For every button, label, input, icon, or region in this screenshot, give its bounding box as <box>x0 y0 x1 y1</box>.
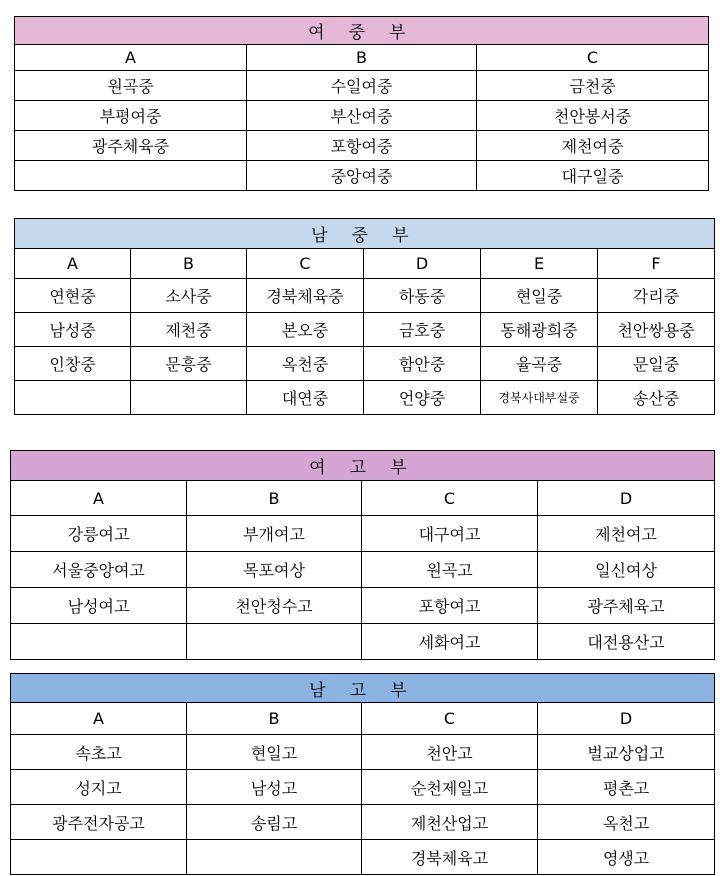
team-cell: 부평여중 <box>15 101 247 131</box>
group-table-0 <box>14 16 709 191</box>
table-row <box>11 624 715 660</box>
group-title: 여 고 부 <box>11 451 715 481</box>
team-cell: 하동중 <box>364 279 481 313</box>
table-row <box>11 516 715 552</box>
team-cell: 대전용산고 <box>538 624 715 660</box>
pool-header: C <box>362 703 538 735</box>
pool-header: F <box>598 249 715 279</box>
team-cell: 옥천중 <box>247 347 364 381</box>
team-cell: 동해광희중 <box>481 313 598 347</box>
team-cell: 금천중 <box>477 71 709 101</box>
team-cell: 순천제일고 <box>362 770 538 805</box>
team-cell: 율곡중 <box>481 347 598 381</box>
table-row <box>15 347 715 381</box>
team-cell: 함안중 <box>364 347 481 381</box>
pool-header: C <box>362 481 538 516</box>
team-cell: 목포여상 <box>187 552 362 588</box>
table-row <box>11 588 715 624</box>
team-cell: 일신여상 <box>538 552 715 588</box>
team-cell: 남성고 <box>187 770 362 805</box>
team-cell: 세화여고 <box>362 624 538 660</box>
pool-header: E <box>481 249 598 279</box>
team-cell: 옥천고 <box>538 805 715 840</box>
pool-header: D <box>538 703 715 735</box>
team-cell: 광주전자공고 <box>11 805 187 840</box>
group-table-3 <box>10 673 715 875</box>
team-cell: 인창중 <box>15 347 131 381</box>
team-cell: 연현중 <box>15 279 131 313</box>
team-cell: 대연중 <box>247 381 364 415</box>
table-row <box>11 805 715 840</box>
table-row <box>15 313 715 347</box>
team-cell: 제천중 <box>131 313 247 347</box>
team-cell <box>187 840 362 875</box>
team-cell: 문일중 <box>598 347 715 381</box>
team-cell <box>131 381 247 415</box>
table-row <box>15 131 709 161</box>
team-cell: 금호중 <box>364 313 481 347</box>
table-row <box>15 71 709 101</box>
pool-header: B <box>187 481 362 516</box>
team-cell: 부산여중 <box>247 101 477 131</box>
table-row <box>11 552 715 588</box>
team-cell: 송산중 <box>598 381 715 415</box>
pool-header: A <box>15 45 247 71</box>
team-cell <box>11 840 187 875</box>
team-cell: 포항여중 <box>247 131 477 161</box>
team-cell: 소사중 <box>131 279 247 313</box>
table-row <box>11 840 715 875</box>
team-cell: 벌교상업고 <box>538 735 715 770</box>
team-cell: 평촌고 <box>538 770 715 805</box>
pool-header: B <box>131 249 247 279</box>
team-cell: 성지고 <box>11 770 187 805</box>
pool-header: D <box>364 249 481 279</box>
table-row <box>15 101 709 131</box>
team-cell <box>187 624 362 660</box>
group-title: 남 중 부 <box>15 219 715 249</box>
team-cell: 천안쌍용중 <box>598 313 715 347</box>
table-row <box>15 161 709 191</box>
team-cell: 서울중앙여고 <box>11 552 187 588</box>
team-cell: 속초고 <box>11 735 187 770</box>
team-cell: 영생고 <box>538 840 715 875</box>
table-row <box>15 381 715 415</box>
team-cell: 경북체육고 <box>362 840 538 875</box>
team-cell <box>11 624 187 660</box>
pool-header: D <box>538 481 715 516</box>
team-cell: 문흥중 <box>131 347 247 381</box>
group-table-1 <box>14 218 715 415</box>
table-row <box>15 279 715 313</box>
pool-header: C <box>247 249 364 279</box>
team-cell: 제천여중 <box>477 131 709 161</box>
pool-header: A <box>15 249 131 279</box>
team-cell: 천안고 <box>362 735 538 770</box>
team-cell <box>15 381 131 415</box>
pool-header: B <box>187 703 362 735</box>
team-cell: 제천여고 <box>538 516 715 552</box>
team-cell: 광주체육고 <box>538 588 715 624</box>
pool-header: C <box>477 45 709 71</box>
team-cell <box>15 161 247 191</box>
pool-header: A <box>11 481 187 516</box>
group-title: 여 중 부 <box>15 17 709 45</box>
team-cell: 현일중 <box>481 279 598 313</box>
team-cell: 본오중 <box>247 313 364 347</box>
pool-header: A <box>11 703 187 735</box>
team-cell: 제천산업고 <box>362 805 538 840</box>
team-cell: 언양중 <box>364 381 481 415</box>
team-cell: 현일고 <box>187 735 362 770</box>
team-cell: 각리중 <box>598 279 715 313</box>
team-cell: 천안봉서중 <box>477 101 709 131</box>
group-table-2 <box>10 450 715 660</box>
team-cell: 남성여고 <box>11 588 187 624</box>
team-cell: 대구일중 <box>477 161 709 191</box>
team-cell: 수일여중 <box>247 71 477 101</box>
team-cell: 경북사대부설중 <box>481 381 598 415</box>
team-cell: 포항여고 <box>362 588 538 624</box>
team-cell: 송림고 <box>187 805 362 840</box>
team-cell: 남성중 <box>15 313 131 347</box>
team-cell: 원곡중 <box>15 71 247 101</box>
team-cell: 부개여고 <box>187 516 362 552</box>
team-cell: 중앙여중 <box>247 161 477 191</box>
team-cell: 경북체육중 <box>247 279 364 313</box>
pool-header: B <box>247 45 477 71</box>
team-cell: 천안청수고 <box>187 588 362 624</box>
team-cell: 강릉여고 <box>11 516 187 552</box>
team-cell: 광주체육중 <box>15 131 247 161</box>
team-cell: 원곡고 <box>362 552 538 588</box>
group-title: 남 고 부 <box>11 674 715 703</box>
team-cell: 대구여고 <box>362 516 538 552</box>
table-row <box>11 770 715 805</box>
table-row <box>11 735 715 770</box>
